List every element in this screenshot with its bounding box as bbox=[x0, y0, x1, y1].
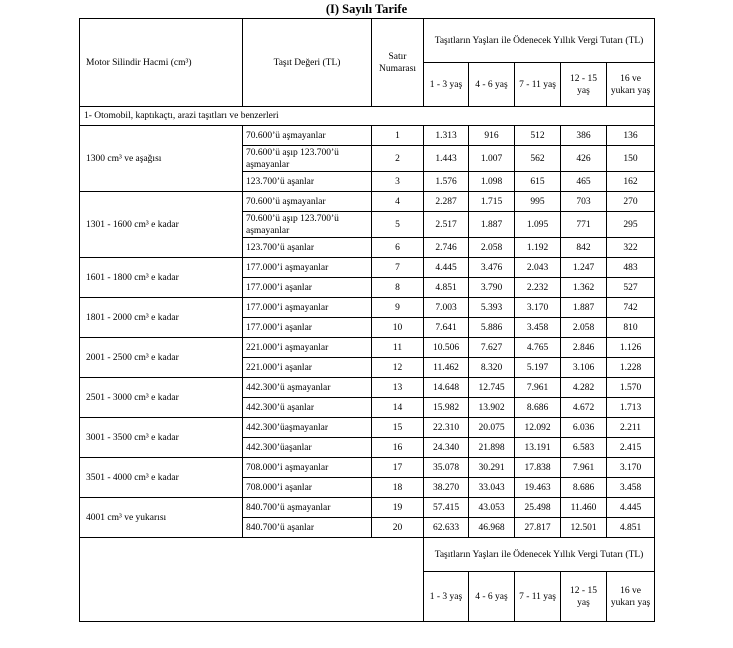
tax-amount: 12.745 bbox=[469, 378, 515, 398]
tax-amount: 8.320 bbox=[469, 358, 515, 378]
tax-amount: 43.053 bbox=[469, 498, 515, 518]
tax-amount: 2.232 bbox=[515, 278, 561, 298]
tax-amount: 3.790 bbox=[469, 278, 515, 298]
tax-amount: 1.887 bbox=[469, 212, 515, 238]
tax-amount: 11.462 bbox=[424, 358, 469, 378]
tax-amount: 2.058 bbox=[469, 238, 515, 258]
table-row bbox=[80, 192, 655, 212]
tax-amount: 1.443 bbox=[424, 146, 469, 172]
vehicle-value: 123.700’ü aşanlar bbox=[243, 238, 372, 258]
row-number: 10 bbox=[372, 318, 424, 338]
engine-capacity: 2001 - 2500 cm³ e kadar bbox=[80, 338, 243, 378]
tax-amount: 3.170 bbox=[515, 298, 561, 318]
tax-amount: 19.463 bbox=[515, 478, 561, 498]
tax-amount: 4.851 bbox=[424, 278, 469, 298]
engine-capacity: 2501 - 3000 cm³ e kadar bbox=[80, 378, 243, 418]
tax-amount: 13.902 bbox=[469, 398, 515, 418]
header-age: 4 - 6 yaş bbox=[469, 63, 515, 107]
tax-amount: 562 bbox=[515, 146, 561, 172]
tax-amount: 33.043 bbox=[469, 478, 515, 498]
tax-amount: 24.340 bbox=[424, 438, 469, 458]
vehicle-value: 123.700’ü aşanlar bbox=[243, 172, 372, 192]
engine-capacity: 4001 cm³ ve yukarısı bbox=[80, 498, 243, 538]
tax-amount: 4.445 bbox=[424, 258, 469, 278]
tax-amount: 35.078 bbox=[424, 458, 469, 478]
tax-amount: 615 bbox=[515, 172, 561, 192]
tax-amount: 25.498 bbox=[515, 498, 561, 518]
tax-amount: 10.506 bbox=[424, 338, 469, 358]
tax-amount: 13.191 bbox=[515, 438, 561, 458]
vehicle-value: 70.600’ü aşmayanlar bbox=[243, 192, 372, 212]
row-number: 8 bbox=[372, 278, 424, 298]
tax-amount: 3.458 bbox=[607, 478, 655, 498]
row-number: 15 bbox=[372, 418, 424, 438]
section-row bbox=[80, 107, 655, 126]
vehicle-value: 442.300’üaşanlar bbox=[243, 438, 372, 458]
vehicle-value: 221.000’i aşanlar bbox=[243, 358, 372, 378]
tax-amount: 1.715 bbox=[469, 192, 515, 212]
table-row bbox=[80, 418, 655, 438]
row-number: 2 bbox=[372, 146, 424, 172]
tax-amount: 21.898 bbox=[469, 438, 515, 458]
row-number: 7 bbox=[372, 258, 424, 278]
tax-amount: 5.393 bbox=[469, 298, 515, 318]
tax-amount: 22.310 bbox=[424, 418, 469, 438]
tax-amount: 322 bbox=[607, 238, 655, 258]
vehicle-value: 708.000’i aşmayanlar bbox=[243, 458, 372, 478]
tax-amount: 3.106 bbox=[561, 358, 607, 378]
tax-amount: 1.313 bbox=[424, 126, 469, 146]
tax-amount: 270 bbox=[607, 192, 655, 212]
tax-amount: 7.627 bbox=[469, 338, 515, 358]
tax-amount: 7.641 bbox=[424, 318, 469, 338]
row-number: 12 bbox=[372, 358, 424, 378]
row-number: 5 bbox=[372, 212, 424, 238]
footer-age: 12 - 15 yaş bbox=[561, 572, 607, 622]
row-number: 20 bbox=[372, 518, 424, 538]
vehicle-value: 177.000’i aşanlar bbox=[243, 318, 372, 338]
tax-amount: 995 bbox=[515, 192, 561, 212]
table-row bbox=[80, 498, 655, 518]
tax-amount: 295 bbox=[607, 212, 655, 238]
row-number: 16 bbox=[372, 438, 424, 458]
vehicle-value: 708.000’i aşanlar bbox=[243, 478, 372, 498]
header-age: 7 - 11 yaş bbox=[515, 63, 561, 107]
row-number: 3 bbox=[372, 172, 424, 192]
tax-amount: 3.170 bbox=[607, 458, 655, 478]
tax-amount: 4.672 bbox=[561, 398, 607, 418]
row-number: 13 bbox=[372, 378, 424, 398]
tax-amount: 1.247 bbox=[561, 258, 607, 278]
vehicle-value: 442.300’ü aşmayanlar bbox=[243, 378, 372, 398]
tax-amount: 1.887 bbox=[561, 298, 607, 318]
tax-amount: 7.961 bbox=[561, 458, 607, 478]
footer-age: 7 - 11 yaş bbox=[515, 572, 561, 622]
tax-amount: 703 bbox=[561, 192, 607, 212]
tax-amount: 62.633 bbox=[424, 518, 469, 538]
tax-amount: 7.003 bbox=[424, 298, 469, 318]
section-title: 1- Otomobil, kaptıkaçtı, arazi taşıtları ve benzerleri bbox=[80, 107, 655, 126]
footer-header-row bbox=[80, 538, 655, 572]
tax-amount: 15.982 bbox=[424, 398, 469, 418]
tax-amount: 12.501 bbox=[561, 518, 607, 538]
page-title: (I) Sayılı Tarife bbox=[325, 2, 408, 16]
table-row bbox=[80, 126, 655, 146]
tax-amount: 426 bbox=[561, 146, 607, 172]
header-age: 16 ve yukarı yaş bbox=[607, 63, 655, 107]
footer-age: 1 - 3 yaş bbox=[424, 572, 469, 622]
row-number: 9 bbox=[372, 298, 424, 318]
table-row bbox=[80, 338, 655, 358]
tax-amount: 4.282 bbox=[561, 378, 607, 398]
tax-amount: 483 bbox=[607, 258, 655, 278]
engine-capacity: 1801 - 2000 cm³ e kadar bbox=[80, 298, 243, 338]
row-number: 4 bbox=[372, 192, 424, 212]
row-number: 19 bbox=[372, 498, 424, 518]
tax-amount: 742 bbox=[607, 298, 655, 318]
engine-capacity: 1601 - 1800 cm³ e kadar bbox=[80, 258, 243, 298]
tax-amount: 57.415 bbox=[424, 498, 469, 518]
header-row bbox=[80, 19, 655, 63]
tax-amount: 1.095 bbox=[515, 212, 561, 238]
row-number: 6 bbox=[372, 238, 424, 258]
tax-amount: 27.817 bbox=[515, 518, 561, 538]
tax-amount: 2.058 bbox=[561, 318, 607, 338]
tax-amount: 11.460 bbox=[561, 498, 607, 518]
table-row bbox=[80, 258, 655, 278]
row-number: 18 bbox=[372, 478, 424, 498]
table-row bbox=[80, 298, 655, 318]
tax-amount: 1.192 bbox=[515, 238, 561, 258]
header-engine: Motor Silindir Hacmi (cm³) bbox=[80, 19, 243, 107]
tax-amount: 4.765 bbox=[515, 338, 561, 358]
tax-amount: 465 bbox=[561, 172, 607, 192]
header-row-no: Satır Numarası bbox=[372, 19, 424, 107]
tax-amount: 1.576 bbox=[424, 172, 469, 192]
tax-amount: 4.851 bbox=[607, 518, 655, 538]
vehicle-value: 70.600’ü aşıp 123.700’ü aşmayanlar bbox=[243, 146, 372, 172]
tax-amount: 1.228 bbox=[607, 358, 655, 378]
tax-amount: 3.458 bbox=[515, 318, 561, 338]
tax-amount: 1.570 bbox=[607, 378, 655, 398]
tax-amount: 4.445 bbox=[607, 498, 655, 518]
tax-amount: 810 bbox=[607, 318, 655, 338]
tax-amount: 14.648 bbox=[424, 378, 469, 398]
vehicle-value: 177.000’i aşanlar bbox=[243, 278, 372, 298]
tax-amount: 1.126 bbox=[607, 338, 655, 358]
tax-amount: 1.098 bbox=[469, 172, 515, 192]
tax-amount: 12.092 bbox=[515, 418, 561, 438]
vehicle-value: 442.300’ü aşanlar bbox=[243, 398, 372, 418]
row-number: 1 bbox=[372, 126, 424, 146]
tax-amount: 1.713 bbox=[607, 398, 655, 418]
footer-age: 16 ve yukarı yaş bbox=[607, 572, 655, 622]
tax-amount: 5.886 bbox=[469, 318, 515, 338]
engine-capacity: 3001 - 3500 cm³ e kadar bbox=[80, 418, 243, 458]
row-number: 17 bbox=[372, 458, 424, 478]
table-row bbox=[80, 458, 655, 478]
tax-amount: 6.036 bbox=[561, 418, 607, 438]
tax-amount: 842 bbox=[561, 238, 607, 258]
engine-capacity: 1300 cm³ ve aşağısı bbox=[80, 126, 243, 192]
vehicle-value: 840.700’ü aşmayanlar bbox=[243, 498, 372, 518]
tax-amount: 20.075 bbox=[469, 418, 515, 438]
vehicle-value: 840.700’ü aşanlar bbox=[243, 518, 372, 538]
tax-amount: 2.211 bbox=[607, 418, 655, 438]
footer-age: 4 - 6 yaş bbox=[469, 572, 515, 622]
vehicle-value: 70.600’ü aşmayanlar bbox=[243, 126, 372, 146]
tax-amount: 771 bbox=[561, 212, 607, 238]
row-number: 11 bbox=[372, 338, 424, 358]
tax-amount: 7.961 bbox=[515, 378, 561, 398]
vehicle-value: 70.600’ü aşıp 123.700’ü aşmayanlar bbox=[243, 212, 372, 238]
tax-amount: 46.968 bbox=[469, 518, 515, 538]
tax-amount: 162 bbox=[607, 172, 655, 192]
vehicle-value: 221.000’i aşmayanlar bbox=[243, 338, 372, 358]
tax-amount: 386 bbox=[561, 126, 607, 146]
tax-amount: 527 bbox=[607, 278, 655, 298]
tax-amount: 2.287 bbox=[424, 192, 469, 212]
tax-amount: 150 bbox=[607, 146, 655, 172]
tax-table bbox=[79, 18, 655, 622]
tax-amount: 8.686 bbox=[515, 398, 561, 418]
row-number: 14 bbox=[372, 398, 424, 418]
tax-amount: 5.197 bbox=[515, 358, 561, 378]
header-tax-group: Taşıtların Yaşları ile Ödenecek Yıllık Vergi Tutarı (TL) bbox=[424, 19, 655, 63]
tax-amount: 2.415 bbox=[607, 438, 655, 458]
tax-amount: 38.270 bbox=[424, 478, 469, 498]
header-value: Taşıt Değeri (TL) bbox=[243, 19, 372, 107]
tax-amount: 2.746 bbox=[424, 238, 469, 258]
tax-amount: 6.583 bbox=[561, 438, 607, 458]
footer-tax-group: Taşıtların Yaşları ile Ödenecek Yıllık Vergi Tutarı (TL) bbox=[424, 538, 655, 572]
engine-capacity: 1301 - 1600 cm³ e kadar bbox=[80, 192, 243, 258]
vehicle-value: 177.000’i aşmayanlar bbox=[243, 298, 372, 318]
header-age: 12 - 15 yaş bbox=[561, 63, 607, 107]
table-row bbox=[80, 378, 655, 398]
tax-amount: 1.362 bbox=[561, 278, 607, 298]
tax-amount: 2.043 bbox=[515, 258, 561, 278]
tax-amount: 8.686 bbox=[561, 478, 607, 498]
vehicle-value: 177.000’i aşmayanlar bbox=[243, 258, 372, 278]
footer-blank bbox=[80, 538, 424, 622]
engine-capacity: 3501 - 4000 cm³ e kadar bbox=[80, 458, 243, 498]
header-age: 1 - 3 yaş bbox=[424, 63, 469, 107]
tax-amount: 2.517 bbox=[424, 212, 469, 238]
tax-amount: 916 bbox=[469, 126, 515, 146]
tax-amount: 136 bbox=[607, 126, 655, 146]
tax-amount: 3.476 bbox=[469, 258, 515, 278]
tax-amount: 1.007 bbox=[469, 146, 515, 172]
tax-amount: 17.838 bbox=[515, 458, 561, 478]
tax-amount: 30.291 bbox=[469, 458, 515, 478]
tax-amount: 512 bbox=[515, 126, 561, 146]
tax-amount: 2.846 bbox=[561, 338, 607, 358]
vehicle-value: 442.300’üaşmayanlar bbox=[243, 418, 372, 438]
